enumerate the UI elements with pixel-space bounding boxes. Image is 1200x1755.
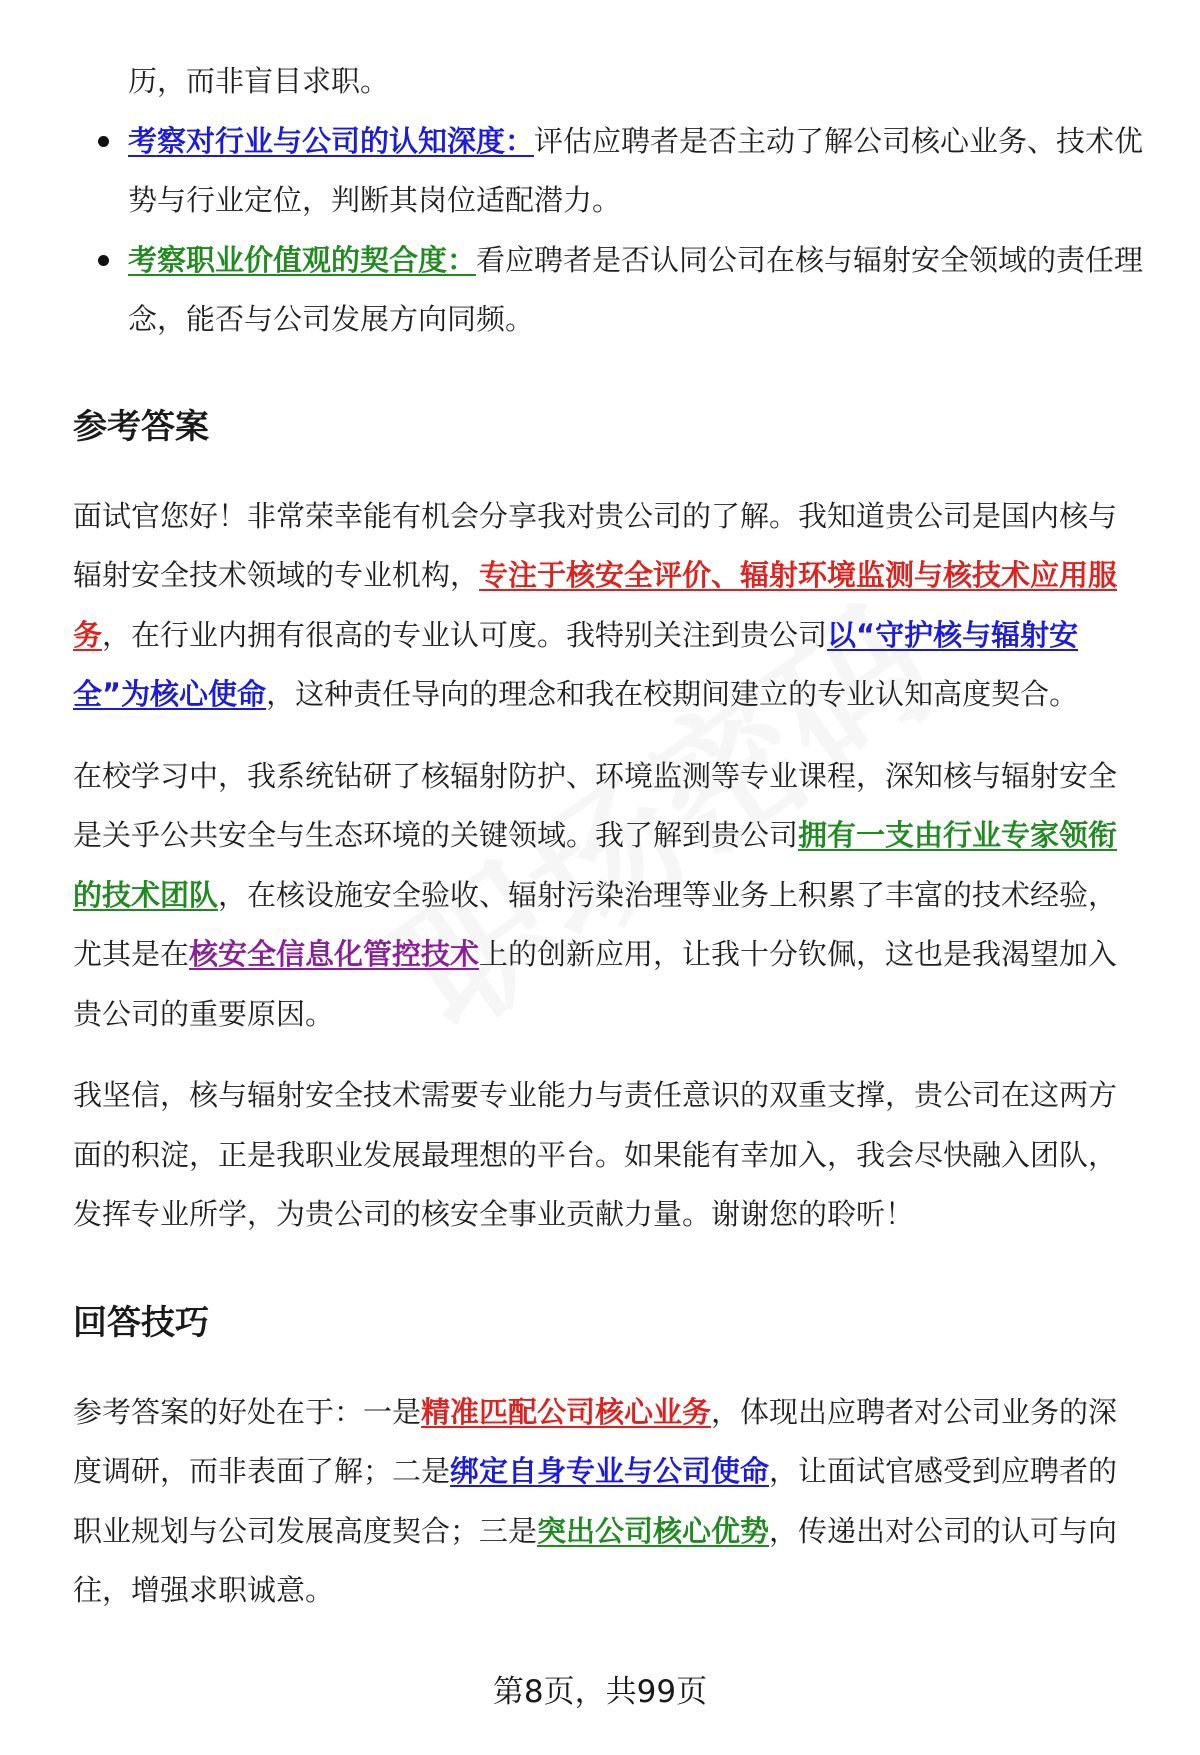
text-span: ，这种责任导向的理念和我在校期间建立的专业认知高度契合。 [266,677,1079,711]
page-number: 第8页，共99页 [492,1674,708,1710]
highlight-core-advantage: 突出公司核心优势 [537,1513,770,1548]
highlight-info-control-tech: 核安全信息化管控技术 [189,937,480,971]
content [73,52,1145,1621]
text-span: ，传递出对公司的认可与向往，增强求职诚意。 [73,1513,1118,1607]
text-span: ，在行业内拥有很高的专业认可度。我特别关注到贵公司 [102,617,828,652]
highlight-bind-mission: 绑定自身专业与公司使命 [450,1454,770,1488]
bullet-item-industry [73,112,1145,231]
reference-paragraph-1 [73,487,1145,725]
continuation-line: 历，而非盲目求职。 [128,64,390,98]
text-span: ，体现出应聘者对公司业务的深度调研，而非表面了解；二是 [73,1394,1118,1488]
highlight-core-mission: 以“守护核与辐射安全”为核心使命 [73,617,1079,711]
highlight-match-business: 精准匹配公司核心业务 [421,1394,712,1429]
highlight-industry-knowledge: 考察对行业与公司的认知深度： [128,123,535,158]
highlight-core-services: 专注于核安全评价、辐射环境监测与核技术应用服务 [73,558,1118,652]
highlight-career-values: 考察职业价值观的契合度： [128,242,477,277]
text-span: ，在核设施安全验收、辐射污染治理等业务上积累了丰富的技术经验，尤其是在 [73,877,1118,971]
reference-paragraph-3: 我坚信，核与辐射安全技术需要专业能力与责任意识的双重支撑，贵公司在这两方面的积淀，正是我职业发展最理想的平台。如果能有幸加入，我会尽快融入团队，发挥专业所学，为贵公司的核安全事业贡献力量。谢谢您的聆听！ [73,1078,1118,1231]
reference-heading: 参考答案 [73,406,209,447]
tips-paragraph [73,1383,1145,1621]
text-span: 上的创新应用，让我十分钦佩，这也是我渴望加入贵公司的重要原因。 [73,937,1118,1031]
reference-paragraph-2 [73,747,1145,1045]
tips-heading: 回答技巧 [73,1302,209,1343]
text-span: 参考答案的好处在于：一是 [73,1394,422,1429]
highlight-expert-team: 拥有一支由行业专家领衔的技术团队 [73,818,1118,912]
text-span: 在校学习中，我系统钻研了核辐射防护、环境监测等专业课程，深知核与辐射安全是关乎公共安全与生态环境的关键领域。我了解到贵公司 [73,758,1118,852]
text-span: ，让面试官感受到应聘者的职业规划与公司发展高度契合；三是 [73,1454,1118,1548]
bullet-text: 评估应聘者是否主动了解公司核心业务、技术优势与行业定位，判断其岗位适配潜力。 [128,123,1144,217]
bullet-list [73,112,1145,350]
bullet-item-values [73,231,1145,350]
bullet-text: 看应聘者是否认同公司在核与辐射安全领域的责任理念，能否与公司发展方向同频。 [128,242,1144,336]
text-span: 面试官您好！非常荣幸能有机会分享我对贵公司的了解。我知道贵公司是国内核与辐射安全技术领域的专业机构， [73,498,1118,592]
